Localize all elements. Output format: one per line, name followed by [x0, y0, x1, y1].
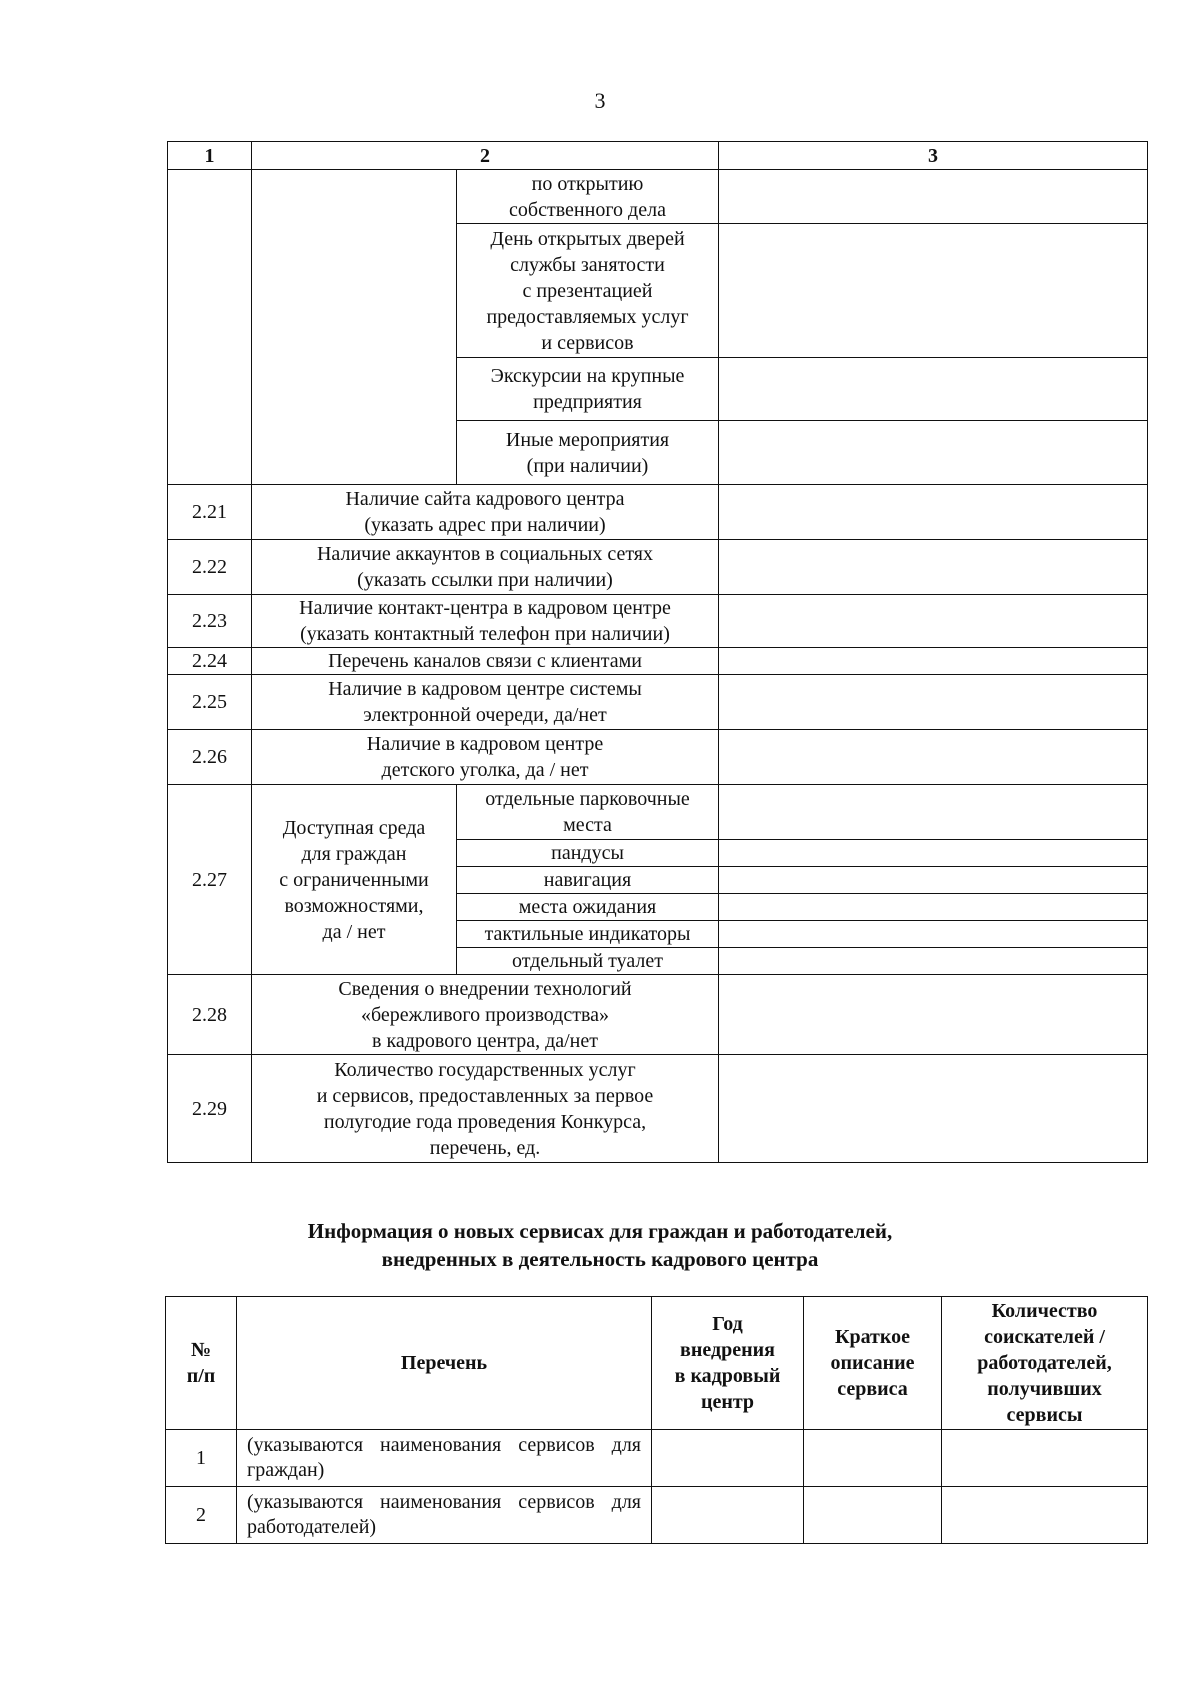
value-cell — [719, 921, 1148, 948]
section-heading: Информация о новых сервисах для граждан и работодателей, внедренных в деятельность кадрового центра — [307, 1219, 893, 1271]
row-number: 2.29 — [168, 1055, 252, 1163]
table-row — [168, 675, 1148, 730]
value-cell — [942, 1487, 1148, 1544]
accessibility-item: тактильные индикаторы — [457, 921, 719, 948]
value-cell — [719, 421, 1148, 485]
column-header: 3 — [719, 142, 1148, 170]
row-number: 2.28 — [168, 975, 252, 1055]
event-type-cell: по открытию собственного дела — [457, 170, 719, 224]
criteria-table — [167, 141, 1148, 1163]
criterion-text: Наличие сайта кадрового центра (указать адрес при наличии) — [252, 485, 719, 540]
value-cell — [719, 170, 1148, 224]
table-row — [168, 540, 1148, 595]
value-cell — [719, 540, 1148, 595]
event-type-cell: День открытых дверей службы занятости с презентацией предоставляемых услуг и сервисов — [457, 224, 719, 358]
event-type-cell: Иные мероприятия (при наличии) — [457, 421, 719, 485]
value-cell — [652, 1430, 804, 1487]
table-row — [168, 785, 1148, 840]
value-cell — [719, 785, 1148, 840]
criterion-text: Наличие аккаунтов в социальных сетях (указать ссылки при наличии) — [252, 540, 719, 595]
criterion-text: Наличие в кадровом центре системы электронной очереди, да/нет — [252, 675, 719, 730]
table-row — [168, 975, 1148, 1055]
value-cell — [719, 867, 1148, 894]
column-header: Количество соискателей / работодателей, получивших сервисы — [942, 1297, 1148, 1430]
table-row — [168, 1055, 1148, 1163]
criterion-text: Наличие контакт-центра в кадровом центре (указать контактный телефон при наличии) — [252, 595, 719, 648]
row-number: 2.23 — [168, 595, 252, 648]
empty-cell — [252, 170, 457, 485]
accessibility-item: пандусы — [457, 840, 719, 867]
table-header-row — [166, 1297, 1148, 1430]
value-cell — [804, 1430, 942, 1487]
accessibility-item: отдельный туалет — [457, 948, 719, 975]
value-cell — [719, 894, 1148, 921]
value-cell — [719, 648, 1148, 675]
row-number: 2.22 — [168, 540, 252, 595]
value-cell — [719, 1055, 1148, 1163]
services-table — [165, 1296, 1148, 1544]
table-row — [168, 648, 1148, 675]
row-number: 2.24 — [168, 648, 252, 675]
value-cell — [804, 1487, 942, 1544]
accessibility-item: места ожидания — [457, 894, 719, 921]
criterion-text: Количество государственных услуг и сервисов, предоставленных за первое полугодие года проведения Конкурса, перечень, ед. — [252, 1055, 719, 1163]
table-header-row — [168, 142, 1148, 170]
empty-cell — [168, 170, 252, 485]
criterion-text: Перечень каналов связи с клиентами — [252, 648, 719, 675]
column-header: Перечень — [237, 1297, 652, 1430]
table-row — [168, 595, 1148, 648]
row-number: 2.25 — [168, 675, 252, 730]
column-header: Год внедрения в кадровый центр — [652, 1297, 804, 1430]
criterion-text: Наличие в кадровом центре детского уголка, да / нет — [252, 730, 719, 785]
table-row — [168, 485, 1148, 540]
service-name: (указываются наименования сервисов для граждан) — [237, 1430, 652, 1487]
value-cell — [719, 730, 1148, 785]
row-number: 2.26 — [168, 730, 252, 785]
event-type-cell: Экскурсии на крупные предприятия — [457, 358, 719, 421]
value-cell — [719, 975, 1148, 1055]
column-header: Краткое описание сервиса — [804, 1297, 942, 1430]
table-row — [168, 730, 1148, 785]
value-cell — [719, 840, 1148, 867]
page-number: 3 — [594, 88, 606, 113]
value-cell — [942, 1430, 1148, 1487]
column-header: 1 — [168, 142, 252, 170]
column-header: № п/п — [166, 1297, 237, 1430]
value-cell — [719, 358, 1148, 421]
row-number: 2.27 — [168, 785, 252, 975]
value-cell — [719, 485, 1148, 540]
row-number: 2.21 — [168, 485, 252, 540]
accessibility-item: отдельные парковочные места — [457, 785, 719, 840]
row-number: 2 — [166, 1487, 237, 1544]
value-cell — [652, 1487, 804, 1544]
value-cell — [719, 224, 1148, 358]
service-name: (указываются наименования сервисов для работодателей) — [237, 1487, 652, 1544]
criterion-text: Сведения о внедрении технологий «бережливого производства» в кадрового центра, да/нет — [252, 975, 719, 1055]
row-number: 1 — [166, 1430, 237, 1487]
value-cell — [719, 675, 1148, 730]
value-cell — [719, 595, 1148, 648]
column-header: 2 — [252, 142, 719, 170]
table-row — [166, 1430, 1148, 1487]
accessibility-item: навигация — [457, 867, 719, 894]
table-row — [166, 1487, 1148, 1544]
table-row — [168, 170, 1148, 224]
criterion-text: Доступная среда для граждан с ограниченными возможностями, да / нет — [252, 785, 457, 975]
value-cell — [719, 948, 1148, 975]
